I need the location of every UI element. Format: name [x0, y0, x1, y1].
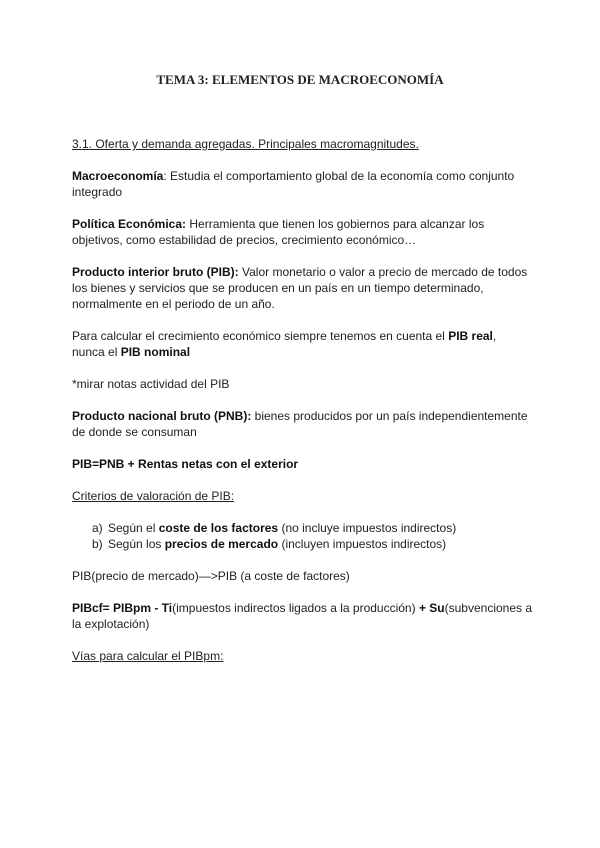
definition-text: Valor monetario o valor a precio de mercado de todos los bienes y servicios que se producen en un país en un tiempo determinado, normalmente en el periodo de un año. [72, 265, 528, 311]
definition-politica-economica [72, 216, 532, 248]
page-title: TEMA 3: ELEMENTOS DE MACROECONOMÍA [156, 72, 444, 87]
definition-pnb [72, 408, 532, 440]
growth-note-text: , nunca el [72, 329, 497, 359]
formula-pnb [72, 456, 532, 472]
list-text: Según los [108, 537, 165, 551]
definition-text: bienes producidos por un país independientemente de donde se consuman [72, 409, 528, 439]
term-macroeconomia: Macroeconomía [72, 169, 164, 183]
list-bold-text: coste de los factores [158, 521, 279, 535]
conversion-line: PIB(precio de mercado)—>PIB (a coste de factores) [72, 569, 350, 583]
definition-text: : Estudia el comportamiento global de la economía como conjunto integrado [72, 169, 515, 199]
list-bold-text: precios de mercado [164, 537, 279, 551]
section-heading: 3.1. Oferta y demanda agregadas. Principales macromagnitudes. [72, 137, 419, 151]
growth-note-text: Para calcular el crecimiento económico siempre tenemos en cuenta el [72, 329, 449, 343]
formula-pibcf-bold: + Su [418, 601, 445, 615]
vias-heading: Vías para calcular el PIBpm: [72, 649, 224, 663]
pib-nominal-term: PIB nominal [120, 345, 191, 359]
list-text: (no incluye impuestos indirectos) [278, 521, 457, 535]
list-item [92, 520, 532, 536]
formula-pibcf-bold: PIBcf= PIBpm - Ti [72, 601, 173, 615]
formula-pibcf [72, 600, 532, 632]
formula-pibcf-text: (subvenciones a la explotación) [72, 601, 533, 631]
definition-pib [72, 264, 532, 312]
note-pib-activity: *mirar notas actividad del PIB [72, 377, 230, 391]
formula-pnb-text: PIB=PNB + Rentas netas con el exterior [72, 457, 299, 471]
list-item [92, 536, 532, 552]
list-text: (incluyen impuestos indirectos) [278, 537, 447, 551]
term-politica-economica: Política Económica: [72, 217, 187, 231]
list-marker: b) [92, 537, 103, 551]
list-marker: a) [92, 521, 103, 535]
criterios-heading: Criterios de valoración de PIB: [72, 489, 235, 503]
growth-note [72, 328, 532, 360]
definition-text: Herramienta que tienen los gobiernos para alcanzar los objetivos, como estabilidad de precios, crecimiento económico… [72, 217, 485, 247]
pib-real-term: PIB real [448, 329, 493, 343]
term-pib: Producto interior bruto (PIB): [72, 265, 239, 279]
term-pnb: Producto nacional bruto (PNB): [72, 409, 252, 423]
formula-pibcf-text: (impuestos indirectos ligados a la producción) [172, 601, 419, 615]
definition-macroeconomia [72, 168, 532, 200]
list-text: Según el [108, 521, 159, 535]
